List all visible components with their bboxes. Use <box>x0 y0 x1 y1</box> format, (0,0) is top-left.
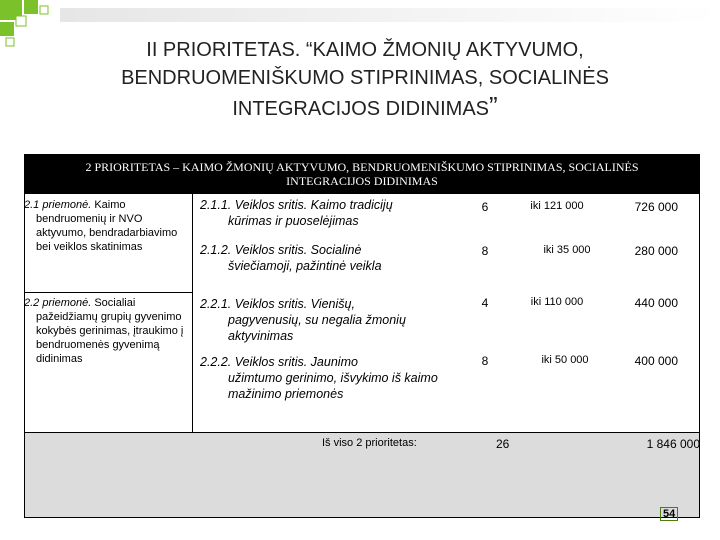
row-amount: 280 000 <box>634 244 678 258</box>
row-amount: 400 000 <box>634 354 678 368</box>
area-2-2-1: 2.2.1. Veiklos sritis. Vienišų, pagyvenusių, su negalia žmonių aktyvinimas <box>200 297 406 343</box>
page-number: 54 <box>660 508 678 520</box>
measure-2-1: 2.1 priemonė. Kaimo bendruomenių ir NVO aktyvumo, bendradarbiavimo bei veiklos skatinimas <box>24 199 178 253</box>
row-amount: 726 000 <box>634 200 678 214</box>
total-count: 26 <box>496 437 510 451</box>
area-2-1-1: 2.1.1. Veiklos sritis. Kaimo tradicijų kūrimas ir puoselėjimas <box>200 198 393 228</box>
row-count: 6 <box>481 200 489 214</box>
row-count: 4 <box>481 296 489 310</box>
top-bar-decoration <box>60 8 720 22</box>
row-divider-1 <box>24 292 193 293</box>
table-header: 2 PRIORITETAS – KAIMO ŽMONIŲ AKTYVUMO, BENDRUOMENIŠKUMO STIPRINIMAS, SOCIALINĖS INTEGRACIJOS DIDINIMAS <box>24 154 700 194</box>
row-limit: iki 50 000 <box>541 354 589 366</box>
row-count: 8 <box>481 244 489 258</box>
total-divider <box>24 432 700 433</box>
row-limit: iki 110 000 <box>530 296 584 308</box>
row-limit: iki 35 000 <box>543 244 591 256</box>
title-line-3: INTEGRACIJOS DIDINIMAS” <box>232 91 498 121</box>
total-label: Iš viso 2 prioritetas: <box>322 437 417 449</box>
total-amount: 1 846 000 <box>646 437 700 451</box>
col-divider-1 <box>192 193 193 432</box>
area-2-2-2: 2.2.2. Veiklos sritis. Jaunimo užimtumo gerinimo, išvykimo iš kaimo mažinimo priemonės <box>200 355 438 401</box>
title-line-2: BENDRUOMENIŠKUMO STIPRINIMAS, SOCIALINĖS <box>121 67 609 89</box>
page-title <box>40 36 690 123</box>
row-count: 8 <box>481 354 489 368</box>
title-line-1: II PRIORITETAS. “KAIMO ŽMONIŲ AKTYVUMO, <box>146 39 584 61</box>
row-limit: iki 121 000 <box>530 200 584 212</box>
measure-2-2: 2.2 priemonė. Socialiai pažeidžiamų grupių gyvenimo kokybės gerinimas, įtraukimo į bendruomenės gyvenimą didinimas <box>24 297 184 365</box>
area-2-1-2: 2.1.2. Veiklos sritis. Socialinė šviečiamoji, pažintinė veikla <box>200 243 382 273</box>
row-amount: 440 000 <box>634 296 678 310</box>
